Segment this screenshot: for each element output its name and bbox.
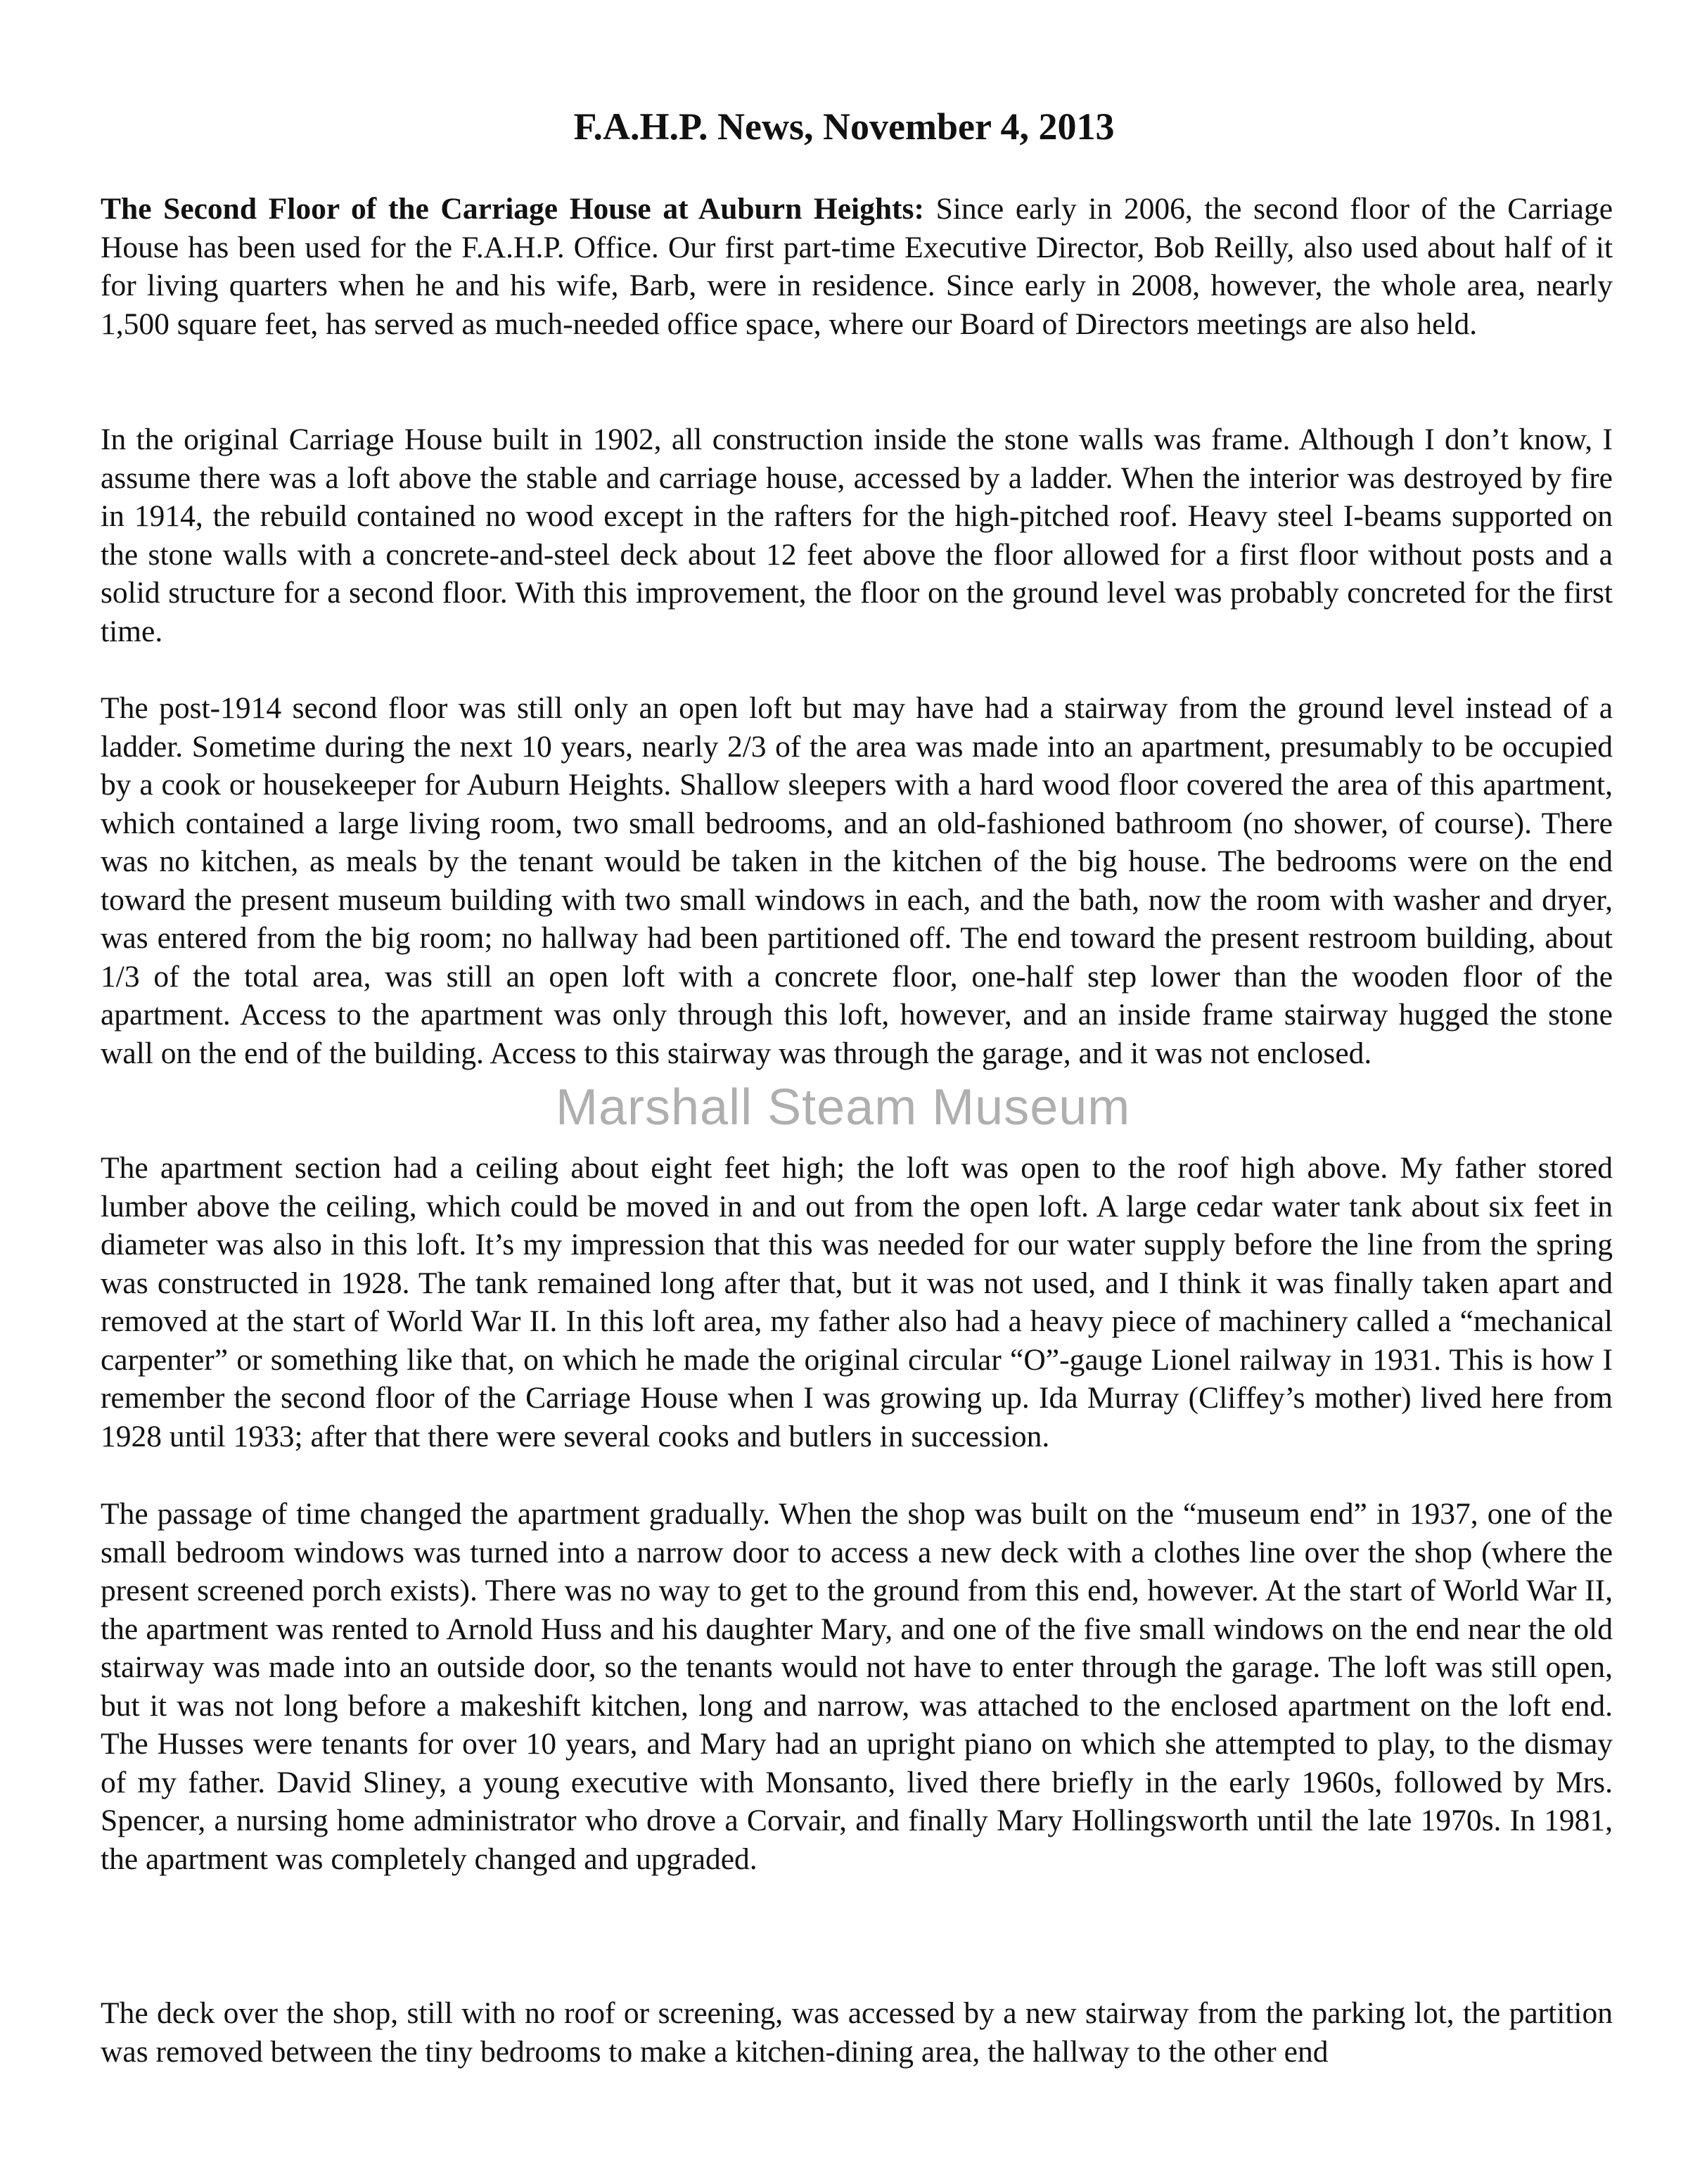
page-title: F.A.H.P. News, November 4, 2013 — [573, 105, 1115, 148]
paragraph-lead-heading: The Second Floor of the Carriage House at Auburn Heights: — [101, 192, 924, 226]
paragraph-1 — [101, 190, 1613, 343]
paragraph-4: The apartment section had a ceiling about eight feet high; the loft was open to the roof high above. My father stored lumber above the ceiling, which could be moved in and out from the open loft. A large cedar water tank about six feet in diameter was also in this loft. It’s my impression that this was needed for our water supply before the line from the spring was constructed in 1928. The tank remained long after that, but it was not used, and I think it was finally taken apart and removed at the start of World War II. In this loft area, my father also had a heavy piece of machinery called a “mechanical carpenter” or something like that, on which he made the original circular “O”-gauge Lionel railway in 1931. This is how I remember the second floor of the Carriage House when I was growing up. Ida Murray (Cliffey’s mother) lived here from 1928 until 1933; after that there were several cooks and butlers in succession. — [101, 1151, 1613, 1453]
paragraph-3: The post-1914 second floor was still only an open loft but may have had a stairway from the ground level instead of a ladder. Sometime during the next 10 years, nearly 2/3 of the area was made into an apartment, presumably to be occupied by a cook or housekeeper for Auburn Heights. Shallow sleepers with a hard wood floor covered the area of this apartment, which contained a large living room, two small bedrooms, and an old-fashioned bathroom (no shower, of course). There was no kitchen, as meals by the tenant would be taken in the kitchen of the big house. The bedrooms were on the end toward the present museum building with two small windows in each, and the bath, now the room with washer and dryer, was entered from the big room; no hallway had been partitioned off. The end toward the present restroom building, about 1/3 of the total area, was still an open loft with a concrete floor, one-half step lower than the wooden floor of the apartment. Access to the apartment was only through this loft, however, and an inside frame stairway hugged the stone wall on the end of the building. Access to this stairway was through the garage, and it was not enclosed. — [101, 691, 1613, 1070]
paragraph-5: The passage of time changed the apartment gradually. When the shop was built on the “museum end” in 1937, one of the small bedroom windows was turned into a narrow door to access a new deck with a clothes line over the shop (where the present screened porch exists). There was no way to get to the ground from this end, however. At the start of World War II, the apartment was rented to Arnold Huss and his daughter Mary, and one of the five small windows on the end near the old stairway was made into an outside door, so the tenants would not have to enter through the garage. The loft was still open, but it was not long before a makeshift kitchen, long and narrow, was attached to the enclosed apartment on the loft end. The Husses were tenants for over 10 years, and Mary had an upright piano on which she attempted to play, to the dismay of my father. David Sliney, a young executive with Monsanto, lived there briefly in the early 1960s, followed by Mrs. Spencer, a nursing home administrator who drove a Corvair, and finally Mary Hollingsworth until the late 1970s. In 1981, the apartment was completely changed and upgraded. — [101, 1497, 1613, 1876]
paragraph-1-text: Since early in 2006, the second floor of the Carriage House has been used for the F.A.H.P. Office. Our first part-time Executive Director, Bob Reilly, also used about half of it for living quarters when he and his wife, Barb, were in residence. Since early in 2008, however, the whole area, nearly 1,500 square feet, has served as much-needed office space, where our Board of Directors meetings are also held. — [101, 192, 1613, 341]
paragraph-2: In the original Carriage House built in 1902, all construction inside the stone walls was frame. Although I don’t know, I assume there was a loft above the stable and carriage house, accessed by a ladder. When the interior was destroyed by fire in 1914, the rebuild contained no wood except in the rafters for the high-pitched roof. Heavy steel I-beams supported on the stone walls with a concrete-and-steel deck about 12 feet above the floor allowed for a first floor without posts and a solid structure for a second floor. With this improvement, the floor on the ground level was probably concreted for the first time. — [101, 423, 1613, 648]
paragraph-6: The deck over the shop, still with no roof or screening, was accessed by a new stairway from the parking lot, the partition was removed between the tiny bedrooms to make a kitchen-dining area, the hallway to the other end — [101, 1996, 1613, 2069]
watermark-text: Marshall Steam Museum — [556, 1079, 1131, 1136]
